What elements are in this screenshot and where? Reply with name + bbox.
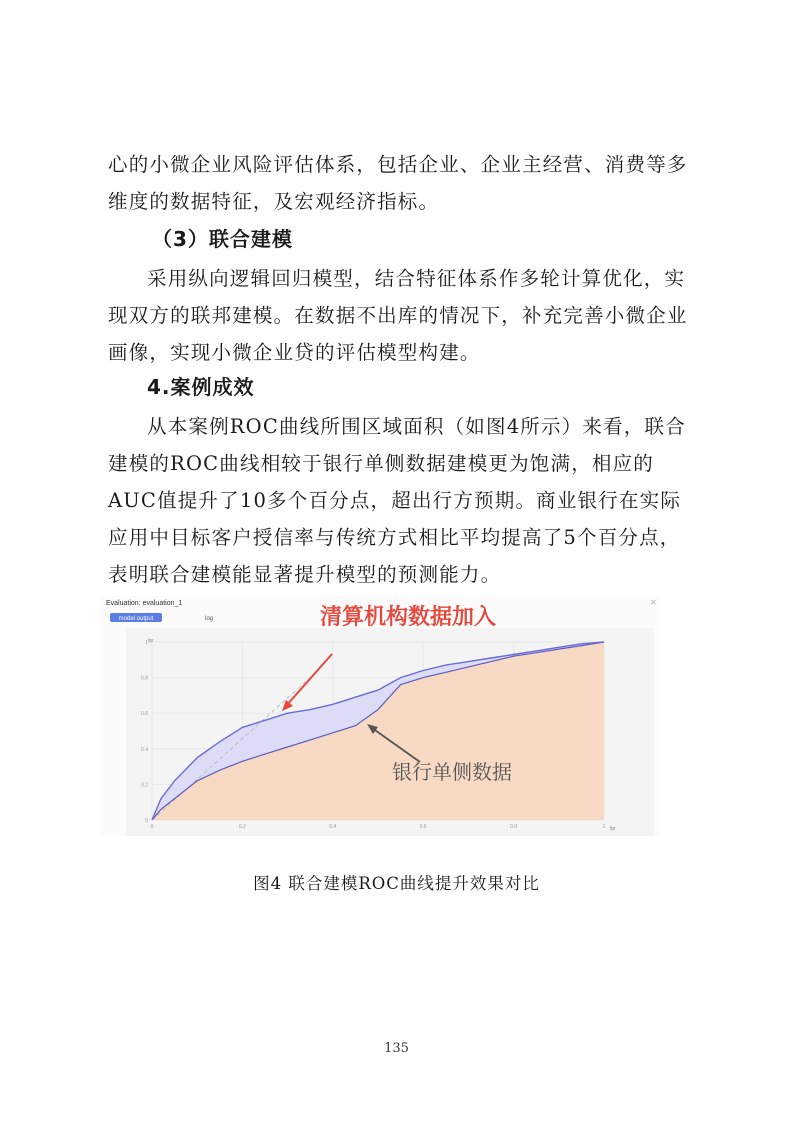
y-tick-label: 0.2 xyxy=(141,782,148,789)
y-axis-label: tpr xyxy=(148,638,154,644)
paragraph-case-results: 从本案例ROC曲线所围区域面积（如图4所示）来看，联合建模的ROC曲线相较于银行单侧数据建模更为饱满，相应的AUC值提升了10多个百分点，超出行方预期。商业银行在实际应用中目标客户授信率与传统方式相比平均提高了5个百分点，表明联合建模能显著提升模型的预测能力。 xyxy=(108,415,686,586)
heading-joint-modeling: （3）联合建模 xyxy=(152,227,293,251)
page-number: 135 xyxy=(384,1041,409,1056)
x-tick-label: 0 xyxy=(150,824,154,830)
x-tick-label: 0.8 xyxy=(510,824,518,830)
tab-log[interactable]: log xyxy=(205,616,214,622)
annotation-joint: 清算机构数据加入 xyxy=(320,605,497,630)
y-tick-label: 0.8 xyxy=(141,675,148,682)
roc-chart xyxy=(100,596,660,836)
y-tick-label: 1 xyxy=(145,640,148,646)
close-icon[interactable]: ✕ xyxy=(650,598,657,607)
x-tick-label: 1 xyxy=(602,824,606,830)
x-tick-label: 0.6 xyxy=(419,824,427,830)
paragraph-joint-modeling: 采用纵向逻辑回归模型，结合特征体系作多轮计算优化，实现双方的联邦建模。在数据不出库的情况下，补充完善小微企业画像，实现小微企业贷的评估模型构建。 xyxy=(108,267,688,364)
x-tick-label: 0.4 xyxy=(329,824,337,830)
figure-caption: 图4 联合建模ROC曲线提升效果对比 xyxy=(253,874,540,893)
x-axis-label: fpr xyxy=(610,826,616,832)
window-title: Evaluation: evaluation_1 xyxy=(106,600,183,607)
heading-case-results: 4.案例成效 xyxy=(147,375,255,399)
y-tick-label: 0.6 xyxy=(141,711,148,718)
annotation-bank: 银行单侧数据 xyxy=(392,760,512,784)
roc-figure xyxy=(100,596,660,836)
paragraph-risk-system: 心的小微企业风险评估体系，包括企业、企业主经营、消费等多维度的数据特征，及宏观经济指标。 xyxy=(108,153,688,213)
tab-model-output-label: model output xyxy=(118,616,154,622)
y-tick-label: 0 xyxy=(145,818,148,824)
x-tick-label: 0.2 xyxy=(238,824,246,830)
y-tick-label: 0.4 xyxy=(141,746,148,753)
